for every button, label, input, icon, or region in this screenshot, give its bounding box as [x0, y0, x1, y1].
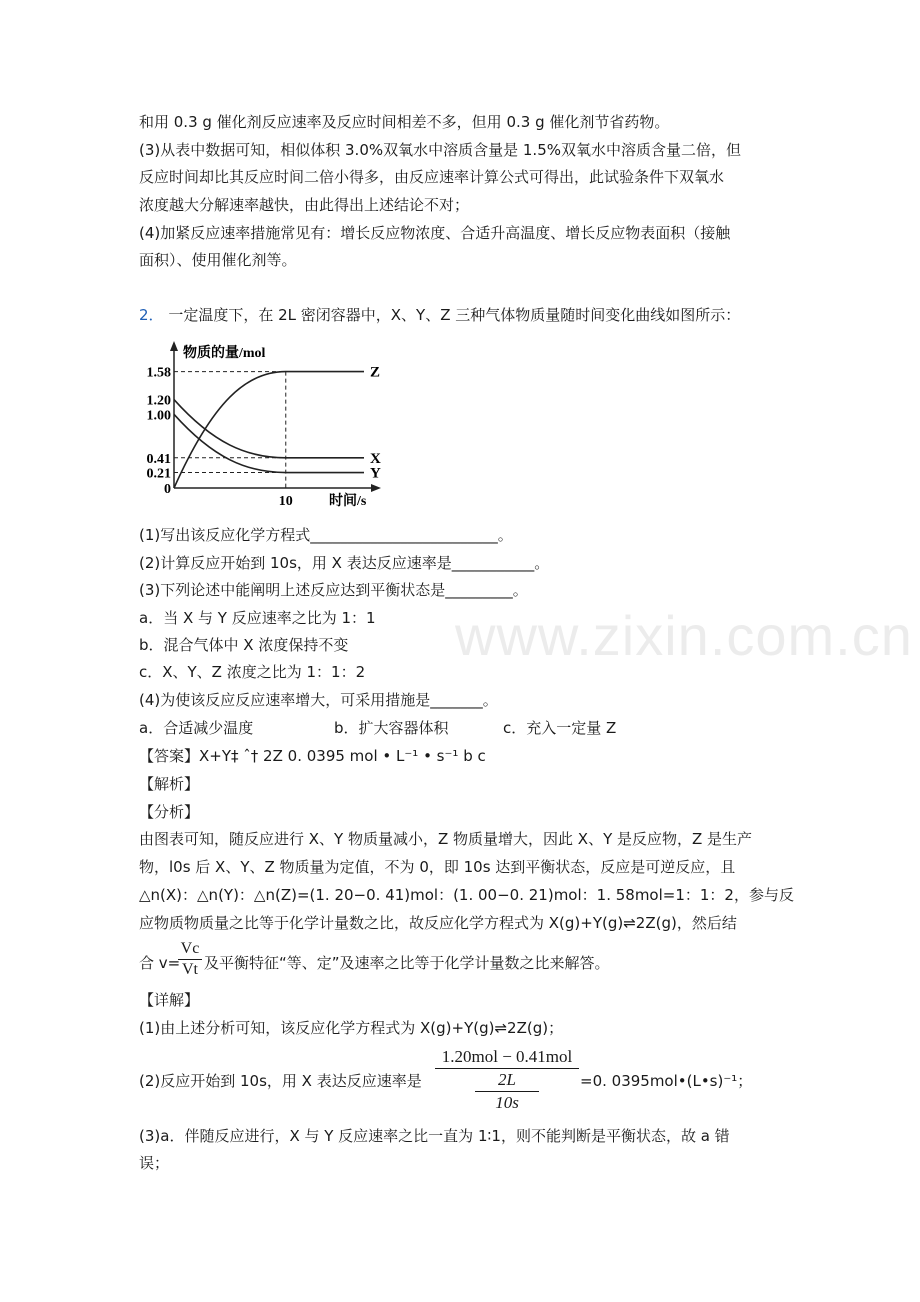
text-line: (4)加紧反应速率措施常见有：增长反应物浓度、合适升高温度、增长反应物表面积（接触	[139, 224, 731, 242]
y-tick-label: 0.41	[146, 451, 171, 467]
velocity-fraction	[176, 939, 204, 980]
series-line-y	[174, 414, 364, 472]
y-tick-label: 1.00	[146, 408, 171, 424]
fraction-numerator: Vc	[180, 940, 200, 957]
answer-line	[139, 746, 486, 766]
y-axis-label: 物质的量/mol	[183, 346, 266, 361]
y-tick-label: 0	[164, 482, 171, 497]
detail-2-pre: (2)反应开始到 10s，用 X 表达反应速率是	[139, 1072, 422, 1090]
analysis-text: △n(X)：△n(Y)：△n(Z)=(1. 20−0. 41)mol：(1. 00−0. 21)mol：1. 58mol=1：1：2，参与反	[139, 886, 794, 904]
analysis-text: 由图表可知，随反应进行 X、Y 物质量减小，Z 物质量增大，因此 X、Y 是反应物，Z 是生产	[139, 830, 753, 848]
rate-numerator: 1.20mol − 0.41mol	[441, 1047, 573, 1066]
analysis-heading: 【解析】	[139, 775, 200, 793]
rate-denominator: 10s	[495, 1093, 519, 1112]
question-2: (2)计算反应开始到 10s，用 X 表达反应速率是___________。	[139, 554, 550, 572]
question-stem-text: 一定温度下，在 2L 密闭容器中，X、Y、Z 三种气体物质量随时间变化曲线如图所示：	[168, 306, 741, 324]
y-tick-label: 1.20	[146, 393, 171, 409]
y-tick-label: 1.58	[146, 365, 171, 381]
series-line-x	[174, 400, 364, 458]
text-line: (3)从表中数据可知，相似体积 3.0%双氧水中溶质含量是 1.5%双氧水中溶质含量二倍，但	[139, 141, 742, 159]
question-1: (1)写出该反应化学方程式_________________________。	[139, 526, 513, 544]
answer-label: 【答案】	[139, 747, 200, 765]
series-line-z	[174, 372, 364, 488]
fraction-denominator: Vt	[182, 961, 198, 978]
rate-mid-term: 2L	[498, 1070, 516, 1089]
x-axis-label: 时间/s	[329, 494, 367, 509]
detail-2-post: =0. 0395mol•(L•s)⁻¹；	[580, 1072, 753, 1090]
question-4: (4)为使该反应反应速率增大，可采用措施是_______。	[139, 691, 498, 709]
text-line: 浓度越大分解速率越快，由此得出上述结论不对；	[139, 196, 470, 214]
series-label-z: Z	[370, 364, 381, 381]
question-number: 2．	[139, 306, 164, 324]
watermark: www.zixin.com.cn	[455, 604, 913, 667]
text-line: 和用 0.3 g 催化剂反应速率及反应时间相差不多，但用 0.3 g 催化剂节省药物。	[139, 113, 670, 131]
detail-1: (1)由上述分析可知，该反应化学方程式为 X(g)+Y(g)⇌2Z(g)；	[139, 1019, 564, 1037]
quantity-time-chart	[139, 333, 399, 513]
answer-text: X+Y‡ ˆ† 2Z 0. 0395 mol • L⁻¹ • s⁻¹ b c	[199, 747, 486, 765]
option-4b: b．扩大容器体积	[334, 719, 449, 737]
analysis-text-post: 及平衡特征“等、定”及速率之比等于化学计量数之比来解答。	[204, 954, 610, 972]
text-line: 反应时间却比其反应时间二倍小得多，由反应速率计算公式可得出，此试验条件下双氧水	[139, 168, 725, 186]
chart-plot	[147, 341, 382, 509]
y-tick-label: 0.21	[146, 466, 171, 482]
option-4c: c．充入一定量 Z	[503, 719, 617, 737]
rate-fraction	[435, 1046, 579, 1114]
option-3b: b．混合气体中 X 浓度保持不变	[139, 636, 349, 654]
analysis-text-pre: 合 v=	[139, 954, 181, 972]
question-stem	[139, 305, 740, 325]
option-4a: a．合适减少温度	[139, 719, 254, 737]
detail-heading: 【详解】	[139, 991, 200, 1009]
question-3: (3)下列论述中能阐明上述反应达到平衡状态是_________。	[139, 581, 528, 599]
text-line: 面积）、使用催化剂等。	[139, 251, 297, 269]
analysis-text: 应物质物质量之比等于化学计量数之比，故反应化学方程式为 X(g)+Y(g)⇌2Z(g)，然后结	[139, 914, 737, 932]
series-label-y: Y	[370, 465, 381, 482]
y-axis-arrow	[170, 341, 178, 351]
detail-4: 误；	[139, 1154, 170, 1172]
analysis-text: 物，l0s 后 X、Y、Z 物质量为定值，不为 0，即 10s 达到平衡状态，反应是可逆反应，且	[139, 858, 736, 876]
option-3c: c．X、Y、Z 浓度之比为 1：1：2	[139, 663, 366, 681]
detail-3: (3)a．伴随反应进行，X 与 Y 反应速率之比一直为 1∶1，则不能判断是平衡状态，故 a 错	[139, 1127, 730, 1145]
x-tick-label: 10	[278, 494, 293, 509]
option-3a: a．当 X 与 Y 反应速率之比为 1：1	[139, 609, 376, 627]
series-label-x: X	[370, 450, 381, 467]
fenxi-heading: 【分析】	[139, 803, 200, 821]
x-axis-arrow	[371, 484, 381, 492]
